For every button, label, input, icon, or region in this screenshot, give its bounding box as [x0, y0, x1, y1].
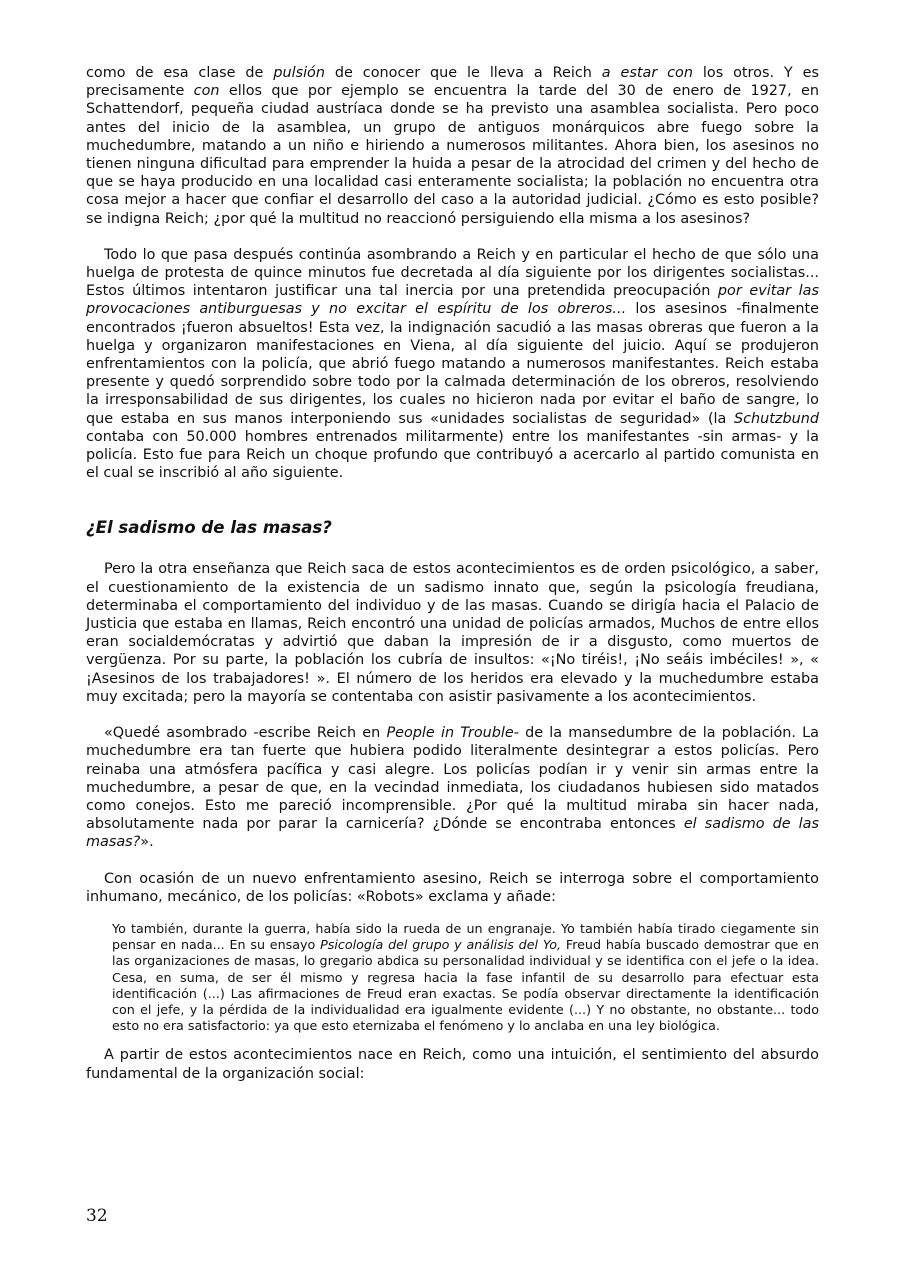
text-run: - de la mansedumbre de la población. La muchedumbre era tan fuerte que hubiera podido literalmente desintegrar a estos policías. Pero reinaba una atmósfera pacífica y casi alegre. Los policías podían ir y venir sin armas entre la muchedumbre, a pesar de que, en la vecindad inmediata, los ciudadanos hubiesen sido matados como conejos. Esto me pareció incomprensible. ¿Por qué la multitud miraba sin hacer nada, absolutamente nada por parar la carnicería? ¿Dónde se encontraba entonces [86, 725, 820, 833]
italic-text: por evitar las provocaciones antiburguesas y no excitar el espíritu de los obreros... [86, 283, 819, 318]
italic-text: el sadismo de las masas? [86, 816, 819, 851]
text-run: Freud había buscado demostrar que en las organizaciones de masas, lo gregario abdica su personalidad individual y se identifica con el jefe o la idea. Cesa, en suma, de ser él mismo y regresa hacia la fase infantil de su desarrollo para efectuar esta identificación (...) Las afirmaciones de Freud eran exactas. Se podía observar directamente la identificación con el jefe, y la pérdida de la individualidad era igualmente evidente (...) Y no obstante, no obstante... todo esto no era satisfactorio: ya que esto eternizaba el fenómeno y lo anclaba en una ley biológica. [112, 937, 819, 1034]
paragraph [86, 724, 819, 851]
italic-text: a estar con [601, 65, 693, 81]
paragraph [86, 64, 819, 228]
text-run: Pero la otra enseñanza que Reich saca de estos acontecimientos es de orden psicológico, a saber, el cuestionamiento de la existencia de un sadismo innato que, según la psicología freudiana, determinaba el comportamiento del individuo y de las masas. Cuando se dirigía hacia el Palacio de Justicia que estaba en llamas, Reich encontró una unidad de policías armados, Muchos de entre ellos eran socialdemócratas y advirtió que daban la impresión de ir a disgusto, como muertos de vergüenza. Por su parte, la población los cubría de insultos: «¡No tiréis!, ¡No seáis imbéciles! », « ¡Asesinos de los trabajadores! ». El número de los heridos era elevado y la muchedumbre estaba muy excitada; pero la mayoría se contentaba con asistir pasivamente a los acontecimientos. [86, 561, 819, 705]
page-number: 32 [86, 1206, 108, 1226]
block-quote [112, 921, 819, 1034]
paragraph [86, 1046, 819, 1082]
section-heading: ¿El sadismo de las masas? [86, 518, 332, 538]
text-run: contaba con 50.000 hombres entrenados militarmente) entre los manifestantes -sin armas- y la policía. Esto fue para Reich un choque profundo que contribuyó a acercarlo al partido comunista en el cual se inscribió al año siguiente. [86, 428, 819, 482]
paragraph [86, 246, 819, 483]
document-body [86, 64, 819, 1083]
text-run: Todo lo que pasa después continúa asombrando a Reich y en particular el hecho de que sólo una huelga de protesta de quince minutos fue decretada al día siguiente por los dirigentes socialistas... Estos últimos intentaron justificar una tal inercia por una pretendida preocupación [86, 246, 819, 300]
paragraph [86, 870, 819, 906]
text-run: de conocer que le lleva a Reich [325, 65, 602, 81]
text-run: Yo también, durante la guerra, había sido la rueda de un engranaje. Yo también había tirado ciegamente sin pensar en nada... En su ensayo [112, 920, 819, 953]
text-run: los asesinos -finalmente encontrados ¡fueron absueltos! Esta vez, la indignación sacudió a las masas obreras que fueron a la huelga y organizaron manifestaciones en Viena, al día siguiente del juicio. Aquí se produjeron enfrentamientos con la policía, que abrió fuego matando a numerosos manifestantes. Reich estaba presente y quedó sorprendido sobre todo por la calmada determinación de los obreros, resolviendo la irresponsabilidad de sus dirigentes, los cuales no hicieron nada por evitar el baño de sangre, lo que estaba en sus manos interponiendo sus «unidades socialistas de seguridad» (la [86, 301, 819, 427]
text-run: los otros. Y es precisamente [86, 65, 819, 100]
italic-text: Schutzbund [734, 410, 819, 427]
text-run: ellos que por ejemplo se encuentra la tarde del 30 de enero de 1927, en Schattendorf, pequeña ciudad austríaca donde se ha previsto una asamblea socialista. Pero poco antes del inicio de la asamblea, un grupo de antiguos monárquicos abre fuego sobre la muchedumbre, matando a un niño e hiriendo a numerosos militantes. Ahora bien, los asesinos no tienen ninguna dificultad para emprender la huida a pesar de la atrocidad del crimen y del hecho de que se haya producido en una localidad casi enteramente socialista; la población no encuentra otra cosa mejor a hacer que confiar el desarrollo del caso a la autoridad judicial. ¿Cómo es esto posible? se indigna Reich; ¿por qué la multitud no reaccionó persiguiendo ella misma a los asesinos? [86, 83, 819, 227]
italic-text: Psicología del grupo y análisis del Yo, [320, 937, 562, 953]
text-run: «Quedé asombrado -escribe Reich en [104, 725, 387, 742]
italic-text: People in Trouble [386, 725, 514, 742]
text-run: Con ocasión de un nuevo enfrentamiento asesino, Reich se interroga sobre el comportamiento inhumano, mecánico, de los policías: «Robots» exclama y añade: [86, 870, 819, 905]
text-run: como de esa clase de [86, 65, 274, 81]
italic-text: pulsión [273, 65, 325, 81]
text-run: ». [140, 834, 154, 851]
text-run: A partir de estos acontecimientos nace en Reich, como una intuición, el sentimiento del absurdo fundamental de la organización social: [86, 1047, 819, 1082]
paragraph [86, 560, 819, 706]
italic-text: con [193, 83, 220, 100]
